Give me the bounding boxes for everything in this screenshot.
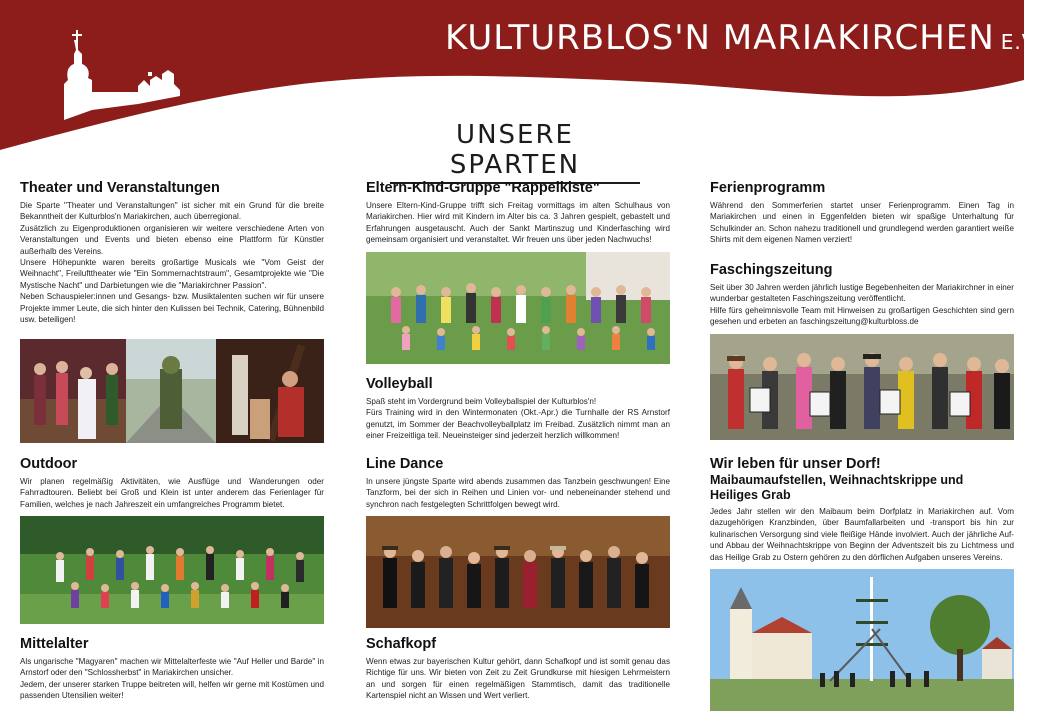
section-ferien [710, 180, 1014, 246]
section-text: Neben Schauspieler:innen und Gesangs- bzw. Musiktalenten suchen wir für unsere Projekte immer Leute, die sich hinter den Kulissen bei Technik, Catering, Bühnenbild usw. beteiligen! [20, 292, 324, 325]
section-mittelalter [20, 636, 324, 702]
section-text: Fürs Training wird in den Wintermonaten (Okt.-Apr.) die Turnhalle der RS Arnstorf genutzt, im Sommer der Beachvolleyballplatz im Freibad. Zusätzlich nimmt man an einer Freizeitliga teil. Neueinsteiger sind jederzeit herzlich willkommen! [366, 408, 670, 441]
section-outdoor [20, 456, 324, 624]
outdoor-photo [20, 516, 324, 624]
section-theater [20, 180, 324, 443]
section-text: Während den Sommerferien startet unser Ferienprogramm. Einen Tag in Mariakirchen und einen in Eggenfelden bieten wir spaßige Unterhaltung für Schulkinder an. Schon nahezu traditionell und grundlegend werden garantiert weiße Shirts mit dem eigenen Namen verziert! [710, 201, 1014, 245]
column-right [710, 180, 1014, 562]
section-eltern-kind [366, 180, 670, 364]
brand-wordmark [445, 18, 1041, 58]
section-title: Theater und Veranstaltungen [20, 180, 220, 196]
section-volleyball [366, 376, 670, 442]
section-title: Schafkopf [366, 636, 437, 652]
section-line-dance [366, 456, 670, 628]
section-title: Line Dance [366, 456, 444, 472]
page-title-text: UNSERE SPARTEN [449, 120, 581, 180]
section-text: Wir planen regelmäßig Aktivitäten, wie Ausflüge und Wanderungen oder Fahrradtouren. Beliebt bei Groß und Klein ist unter anderem das Ferienlager für Familien, welches je nach Jahreszeit ein umfangreiches Programm bietet. [20, 477, 324, 509]
section-subtitle: Maibaumaufstellen, Weihnachtskrippe und Heiliges Grab [710, 473, 964, 502]
brand-name: KULTURBLOS'N MARIAKIRCHEN [445, 18, 995, 58]
section-text: Seit über 30 Jahren werden jährlich lustige Begebenheiten der Mariakirchner in einer wunderbar gestalteten Faschingszeitung veröffentlicht. [710, 283, 1014, 304]
section-schafkopf [366, 636, 670, 702]
section-title: Volleyball [366, 376, 433, 392]
dorf-photo [710, 569, 1014, 711]
section-fasching [710, 262, 1014, 440]
brand-suffix: E.V. [1000, 30, 1041, 54]
line-dance-photo [366, 516, 670, 628]
section-dorf [710, 456, 1014, 711]
section-title: Faschingszeitung [710, 262, 833, 278]
section-text: Spaß steht im Vordergrund beim Volleyballspiel der Kulturblos'n! [366, 397, 597, 406]
section-title: Ferienprogramm [710, 180, 826, 196]
section-text: Zusätzlich zu Eigenproduktionen organisieren wir weitere verschiedene Arten von Veranstaltungen und Events und bieten ebenso eine Plattform für Künstler außerhalb des Vereins. [20, 223, 324, 256]
section-text: In unsere jüngste Sparte wird abends zusammen das Tanzbein geschwungen! Eine Tanzform, bei der sich in Reihen und Linien vor- und nebeneinander stehend und synchron nach festgelegten Schrittfolgen bewegt wird. [366, 477, 670, 509]
section-title: Mittelalter [20, 636, 89, 652]
theater-photo [20, 339, 324, 443]
column-left [20, 180, 324, 701]
section-text: Jedes Jahr stellen wir den Maibaum beim Dorfplatz in Mariakirchen auf. Vom dazugehörigen Kranzbinden, über Baumfallarbeiten und -transport bis hin zur kulinarischen Versorgung sind viele fleißige Hände involviert. Auch der jährliche Auf- und Abbau der Weihnachtskrippe von Beginn der Adventszeit bis zu Lichtmess und das Heilige Grab zu Ostern gehören zu den dörflichen Aufgaben unseres Vereins. [710, 507, 1014, 562]
section-text: Als ungarische "Magyaren" machen wir Mittelalterfeste wie "Auf Heller und Barde" in Arnstorf oder den "Schlossherbst" in Mariakirchen unsicher. [20, 657, 324, 678]
section-text: Jedem, der unserer starken Truppe beitreten will, helfen wir gerne mit Kostümen und passenden Utensilien weiter! [20, 679, 324, 701]
section-text: Die Sparte "Theater und Veranstaltungen" ist sicher mit ein Grund für die breite Bekanntheit der Kulturblos'n Mariakirchen, auch überregional. [20, 201, 324, 222]
section-text: Unsere Eltern-Kind-Gruppe trifft sich Freitag vormittags im alten Schulhaus von Mariakirchen. Hier wird mit Kindern im Alter bis ca. 3 Jahren gespielt, gebastelt und Erfahrungen ausgetauscht. Auch der Sankt Martinszug und Kinderfasching wird gemeinsam organisiert und veranstaltet. Wir freuen uns über jeden Nachwuchs! [366, 201, 670, 245]
section-text: Hilfe fürs geheimnisvolle Team mit Hinweisen zu großartigen Geschichten sind gern gesehen und erbeten an faschingszeitung@kulturbloss.de [710, 305, 1014, 327]
section-title: Wir leben für unser Dorf! [710, 456, 881, 472]
section-text: Wenn etwas zur bayerischen Kultur gehört, dann Schafkopf und ist somit genau das Richtige für uns. Wir bieten von Zeit zu Zeit Grundkurse mit hiesigen Lehrmeistern an und sorgen für einen regelmäßigen Stammtisch, damit das traditionelle Kartenspiel nicht an Wissen und Wert verliert. [366, 657, 670, 701]
page-title [390, 120, 640, 184]
fasching-photo [710, 334, 1014, 440]
eltern-kind-photo [366, 252, 670, 364]
section-title: Outdoor [20, 456, 78, 472]
section-text: Unsere Höhepunkte waren bereits großartige Musicals wie "Vom Geist der Weihnacht", Freilufttheater wie "Ein Sommernachtstraum", Gesamtprojekte wie "Die Mystische Nacht" und Darbietungen wie die "Mariakirchner Passion". [20, 258, 324, 290]
column-middle [366, 180, 670, 701]
section-title: Eltern-Kind-Gruppe "Rappelkiste" [366, 180, 600, 196]
